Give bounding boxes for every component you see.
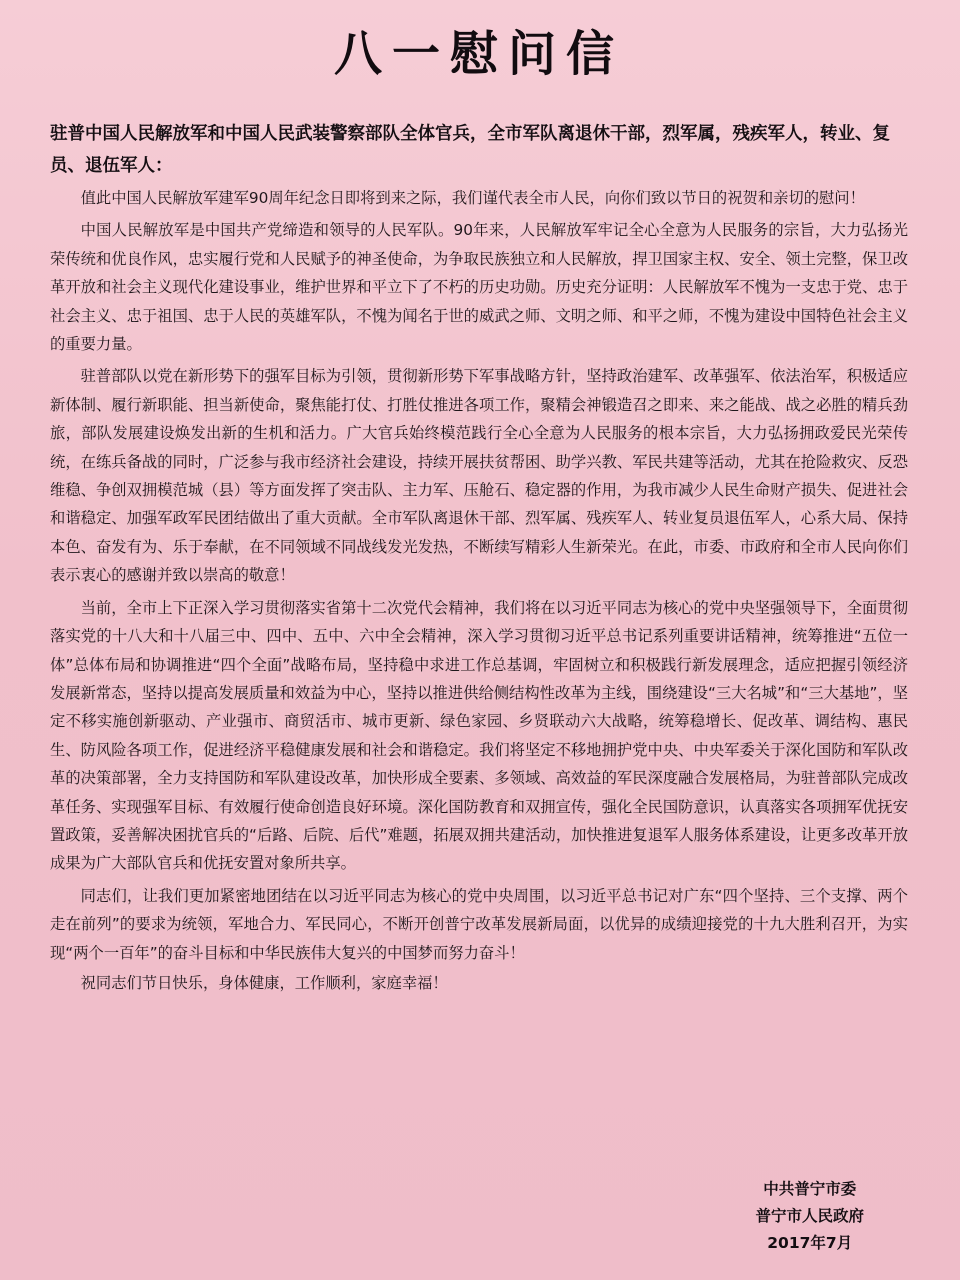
signature-date: 2017年7月 xyxy=(767,1234,853,1252)
paragraph-current-work: 当前，全市上下正深入学习贯彻落实省第十二次党代会精神，我们将在以习近平同志为核心的党中央坚强领导下，全面贯彻落实党的十八大和十八届三中、四中、五中、六中全会精神，深入学习贯彻习近平总书记系列重要讲话精神，统筹推进“五位一体”总体布局和协调推进“四个全面”战略布局，坚持稳中求进工作总基调，牢固树立和积极践行新发展理念，适应把握引领经济发展新常态，坚持以提高发展质量和效益为中心，坚持以推进供给侧结构性改革为主线，围绕建设“三大名城”和“三大基地”，坚定不移实施创新驱动、产业强市、商贸活市、城市更新、绿色家园、乡贤联动六大战略，统筹稳增长、促改革、调结构、惠民生、防风险各项工作，促进经济平稳健康发展和社会和谐稳定。我们将坚定不移地拥护党中央、中央军委关于深化国防和军队改革的决策部署，全力支持国防和军队建设改革，加快形成全要素、多领域、高效益的军民深度融合发展格局，为驻普部队完成改革任务、实现强军目标、有效履行使命创造良好环境。深化国防教育和双拥宣传，强化全民国防意识，认真落实各项拥军优抚安置政策，妥善解决困扰官兵的“后路、后院、后代”难题，拓展双拥共建活动，加快推进复退军人服务体系建设，让更多改革开放成果为广大部队官兵和优抚安置对象所共享。 xyxy=(50,598,908,873)
signature-party-committee: 中共普宁市委 xyxy=(763,1180,857,1198)
signature-block xyxy=(755,1176,864,1257)
paragraph-closing-wishes: 祝同志们节日快乐，身体健康，工作顺利，家庭幸福！ xyxy=(80,973,448,992)
paragraph-call-to-action: 同志们，让我们更加紧密地团结在以习近平同志为核心的党中央周围，以习近平总书记对广东“四个坚持、三个支撑、两个走在前列”的要求为统领，军地合力、军民同心，不断开创普宁改革发展新局面，以优异的成绩迎接党的十九大胜利召开，为实现“两个一百年”的奋斗目标和中华民族伟大复兴的中国梦而努力奋斗！ xyxy=(50,886,908,962)
paragraph-local-troops: 驻普部队以党在新形势下的强军目标为引领，贯彻新形势下军事战略方针，坚持政治建军、改革强军、依法治军，积极适应新体制、履行新职能、担当新使命，聚焦能打仗、打胜仗推进各项工作，聚精会神锻造召之即来、来之能战、战之必胜的精兵劲旅，部队发展建设焕发出新的生机和活力。广大官兵始终模范践行全心全意为人民服务的根本宗旨，大力弘扬拥政爱民光荣传统，在练兵备战的同时，广泛参与我市经济社会建设，持续开展扶贫帮困、助学兴教、军民共建等活动，尤其在抢险救灾、反恐维稳、争创双拥模范城（县）等方面发挥了突击队、主力军、压舱石、稳定器的作用，为我市减少人民生命财产损失、促进社会和谐稳定、加强军政军民团结做出了重大贡献。全市军队离退休干部、烈军属、残疾军人、转业复员退伍军人，心系大局、保持本色、奋发有为、乐于奉献，在不同领域不同战线发光发热，不断续写精彩人生新荣光。在此，市委、市政府和全市人民向你们表示衷心的感谢并致以崇高的敬意！ xyxy=(50,367,908,585)
signature-city-government: 普宁市人民政府 xyxy=(755,1207,864,1225)
paragraph-greeting: 值此中国人民解放军建军90周年纪念日即将到来之际，我们谨代表全市人民，向你们致以节日的祝贺和亲切的慰问！ xyxy=(80,189,865,207)
letter-salutation: 驻普中国人民解放军和中国人民武装警察部队全体官兵，全市军队离退休干部，烈军属，残疾军人，转业、复员、退伍军人： xyxy=(50,124,890,176)
letter-title: 八一慰问信 xyxy=(333,26,624,82)
letter-body xyxy=(50,184,908,997)
paragraph-pla-history: 中国人民解放军是中国共产党缔造和领导的人民军队。90年来，人民解放军牢记全心全意为人民服务的宗旨，大力弘扬光荣传统和优良作风，忠实履行党和人民赋予的神圣使命，为争取民族独立和人民解放，捍卫国家主权、安全、领土完整，保卫改革开放和社会主义现代化建设事业，维护世界和平立下了不朽的历史功勋。历史充分证明：人民解放军不愧为一支忠于党、忠于社会主义、忠于祖国、忠于人民的英雄军队，不愧为闻名于世的威武之师、文明之师、和平之师，不愧为建设中国特色社会主义的重要力量。 xyxy=(50,221,908,354)
